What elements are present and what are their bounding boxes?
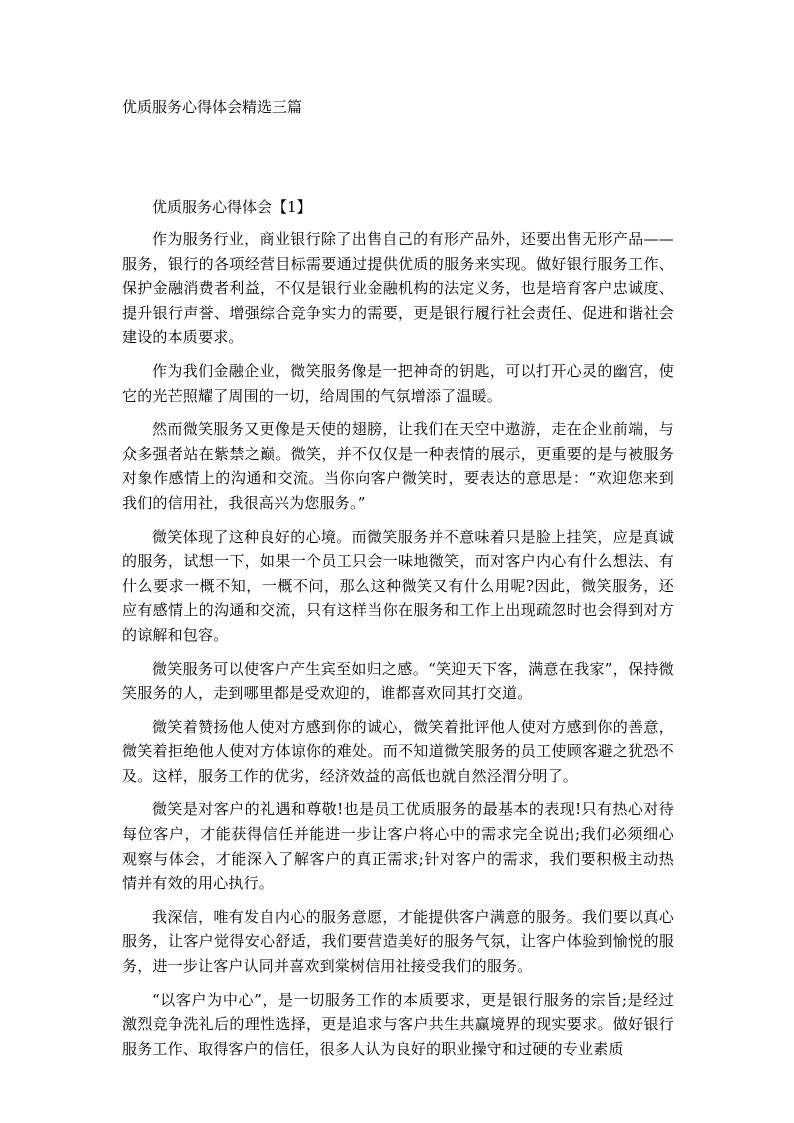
paragraph: 然而微笑服务又更像是天使的翅膀，让我们在天空中遨游，走在企业前端，与众多强者站在紫禁之巅。微笑，并不仅仅是一种表情的展示，更重要的是与被服务对象作感情上的沟通和交流。当你向客户微笑时，要表达的意思是：“欢迎您来到我们的信用社，我很高兴为您服务。”	[122, 420, 674, 512]
paragraph: 微笑服务可以使客户产生宾至如归之感。“笑迎天下客，满意在我家”，保持微笑服务的人，走到哪里都是受欢迎的，谁都喜欢同其打交道。	[122, 659, 674, 703]
paragraph: 微笑着赞扬他人使对方感到你的诚心，微笑着批评他人使对方感到你的善意，微笑着拒绝他人使对方体谅你的难处。而不知道微笑服务的员工使顾客避之犹恐不及。这样，服务工作的优劣，经济效益的高低也就自然泾渭分明了。	[122, 717, 674, 785]
paragraph: 微笑是对客户的礼遇和尊敬!也是员工优质服务的最基本的表现!只有热心对待每位客户，才能获得信任并能进一步让客户将心中的需求完全说出;我们必须细心观察与体会，才能深入了解客户的真正需求;针对客户的需求，我们要积极主动热情并有效的用心执行。	[122, 800, 674, 893]
paragraph: 作为服务行业，商业银行除了出售自己的有形产品外，还要出售无形产品——服务，银行的各项经营目标需要通过提供优质的服务来实现。做好银行服务工作、保护金融消费者利益，不仅是银行业金融机构的法定义务，也是培育客户忠诚度、提升银行声誉、增强综合竞争实力的需要，更是银行履行社会责任、促进和谐社会建设的本质要求。	[122, 230, 674, 347]
section-heading: 优质服务心得体会【1】	[152, 198, 312, 216]
paragraph: 作为我们金融企业，微笑服务像是一把神奇的钥匙，可以打开心灵的幽宫，使它的光芒照耀了周围的一切，给周围的气氛增添了温暖。	[122, 361, 674, 405]
paragraph: 微笑体现了这种良好的心境。而微笑服务并不意味着只是脸上挂笑，应是真诚的服务，试想一下，如果一个员工只会一味地微笑，而对客户内心有什么想法、有什么要求一概不知，一概不问，那么这种微笑又有什么用呢?因此，微笑服务，还应有感情上的沟通和交流，只有这样当你在服务和工作上出现疏忽时也会得到对方的谅解和包容。	[122, 527, 674, 644]
document-body	[122, 227, 674, 1070]
paragraph: “以客户为中心”，是一切服务工作的本质要求，更是银行服务的宗旨;是经过激烈竞争洗礼后的理性选择，更是追求与客户共生共赢境界的现实要求。做好银行服务工作、取得客户的信任，很多人认为良好的职业操守和过硬的专业素质	[122, 990, 674, 1058]
paragraph: 我深信，唯有发自内心的服务意愿，才能提供客户满意的服务。我们要以真心服务，让客户觉得安心舒适，我们要营造美好的服务气氛，让客户体验到愉悦的服务，进一步让客户认同并喜欢到棠树信用社接受我们的服务。	[122, 907, 674, 976]
document-title: 优质服务心得体会精选三篇	[122, 98, 303, 116]
